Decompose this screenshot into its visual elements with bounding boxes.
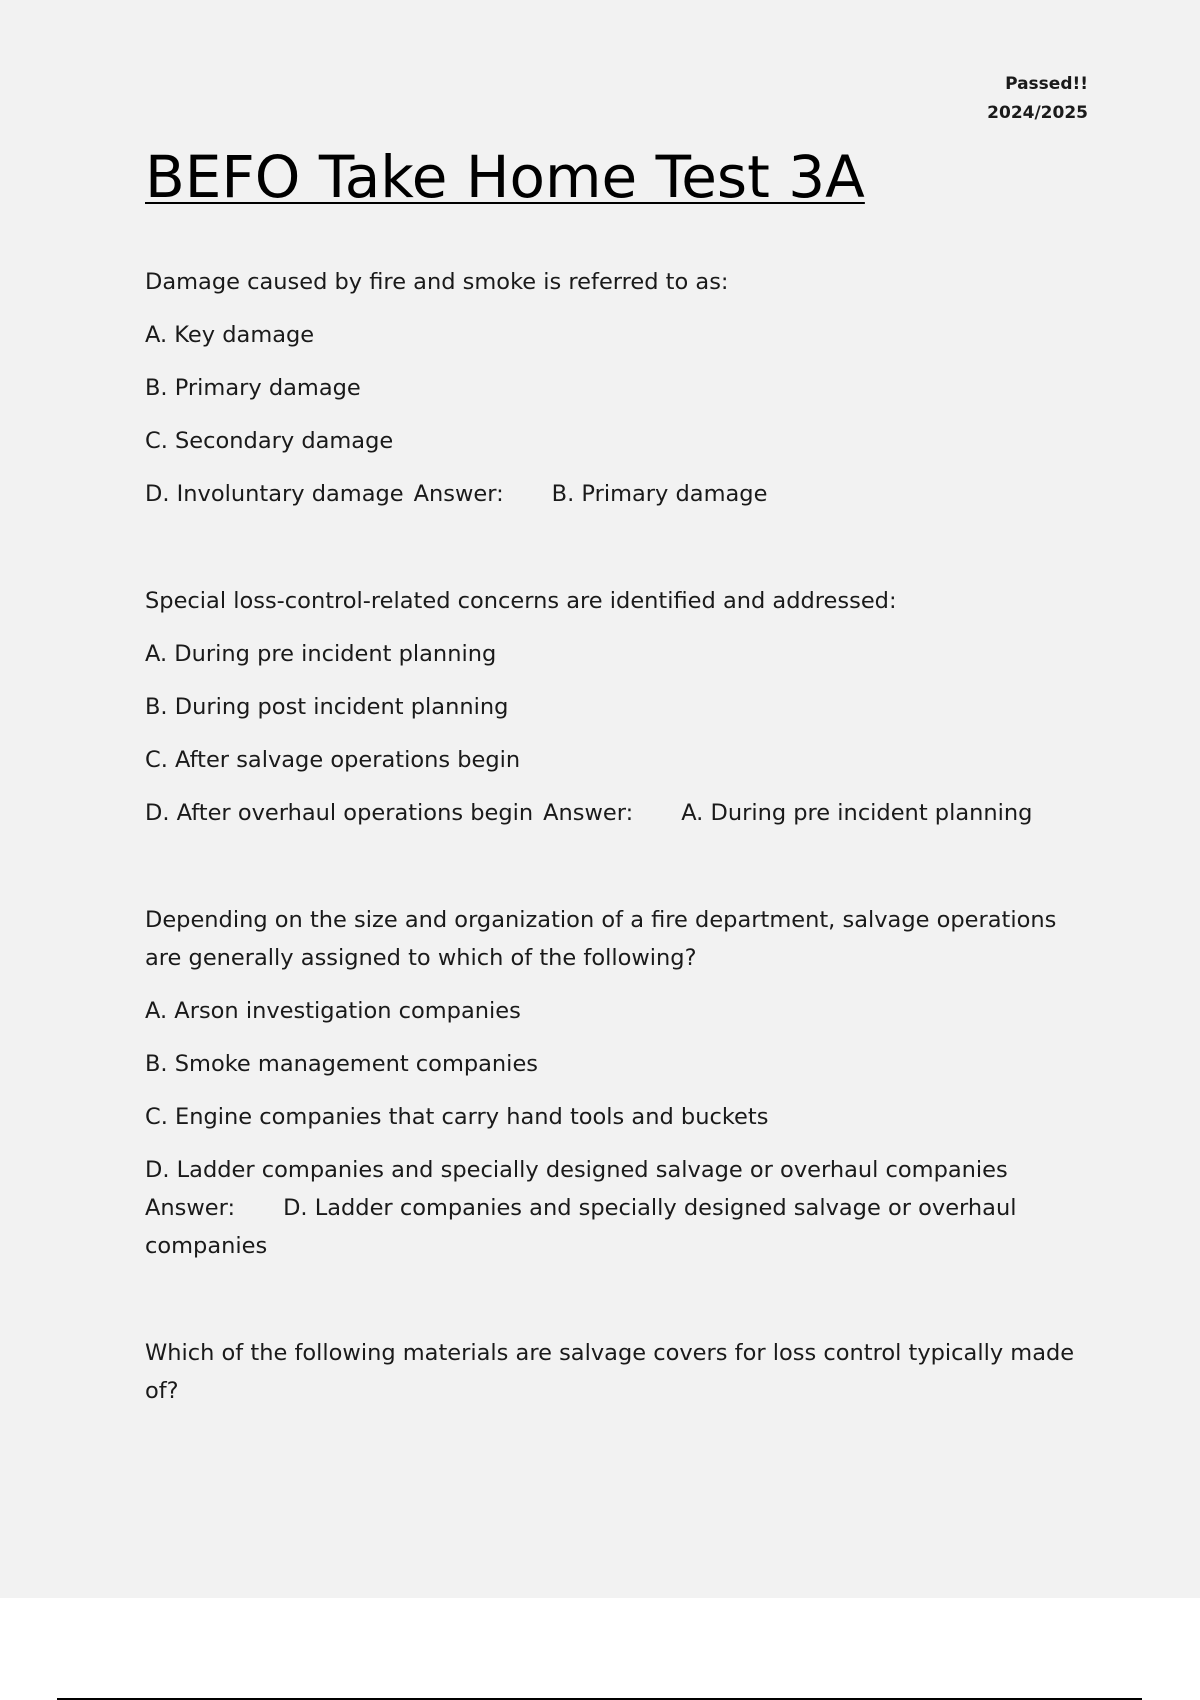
option-b: B. During post incident planning bbox=[145, 694, 509, 720]
answer-label: Answer: bbox=[543, 800, 634, 826]
question-text: Which of the following materials are salvage covers for loss control typically made of? bbox=[145, 1340, 1075, 1404]
option-a: A. During pre incident planning bbox=[145, 641, 497, 667]
pass-status: Passed!! bbox=[1005, 74, 1088, 94]
question-list bbox=[145, 263, 1090, 1479]
answer-label: Answer: bbox=[145, 1195, 236, 1221]
question-text: Depending on the size and organization of a fire department, salvage operations are generally assigned to which of the following? bbox=[145, 907, 1057, 971]
option-d: D. After overhaul operations begin bbox=[145, 800, 534, 826]
pass-stamp bbox=[987, 70, 1088, 128]
answer-label: Answer: bbox=[413, 481, 504, 507]
question-text: Damage caused by fire and smoke is referred to as: bbox=[145, 269, 729, 295]
option-a: A. Arson investigation companies bbox=[145, 998, 521, 1024]
option-c: C. Secondary damage bbox=[145, 428, 394, 454]
page-title: BEFO Take Home Test 3A bbox=[145, 143, 865, 211]
option-d-with-answer bbox=[145, 794, 1090, 832]
option-c: C. After salvage operations begin bbox=[145, 747, 521, 773]
answer-text: D. Ladder companies and specially designed salvage or overhaul companies bbox=[145, 1195, 1017, 1259]
question-text: Special loss-control-related concerns are identified and addressed: bbox=[145, 588, 897, 614]
option-d: D. Ladder companies and specially designed salvage or overhaul companies bbox=[145, 1157, 1008, 1183]
option-b: B. Primary damage bbox=[145, 375, 361, 401]
option-d-with-answer bbox=[145, 1151, 1090, 1265]
question-4 bbox=[145, 1334, 1090, 1410]
option-c: C. Engine companies that carry hand tools and buckets bbox=[145, 1104, 769, 1130]
question-1 bbox=[145, 263, 1090, 513]
answer-text: B. Primary damage bbox=[551, 481, 768, 507]
question-2 bbox=[145, 582, 1090, 832]
option-d-with-answer bbox=[145, 475, 1090, 513]
option-d: D. Involuntary damage bbox=[145, 481, 404, 507]
option-b: B. Smoke management companies bbox=[145, 1051, 539, 1077]
question-3 bbox=[145, 901, 1090, 1265]
answer-text: A. During pre incident planning bbox=[681, 800, 1033, 826]
option-a: A. Key damage bbox=[145, 322, 315, 348]
pass-year: 2024/2025 bbox=[987, 103, 1088, 123]
